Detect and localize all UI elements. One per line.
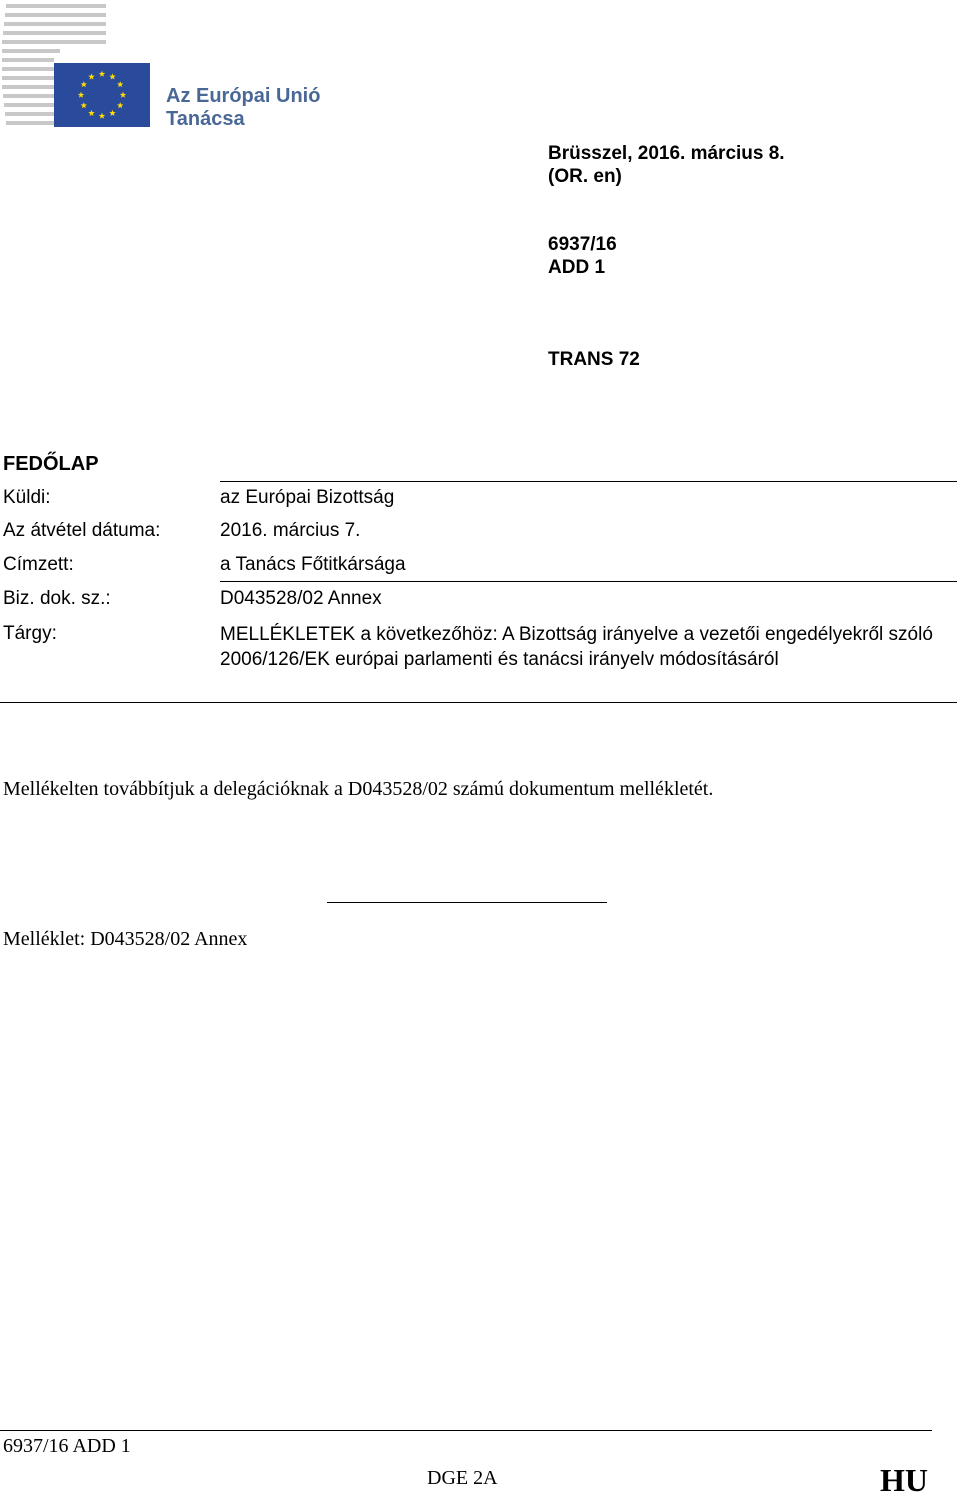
- footer-rule: [0, 1430, 932, 1431]
- commission-doc-label: Biz. dok. sz.:: [3, 588, 111, 609]
- classification-code: TRANS 72: [548, 349, 640, 370]
- place-date-block: [548, 142, 785, 188]
- addendum-number: ADD 1: [548, 257, 606, 278]
- footer-department: DGE 2A: [427, 1467, 498, 1489]
- commission-doc-value: D043528/02 Annex: [220, 588, 382, 609]
- footer-reference: 6937/16 ADD 1: [3, 1435, 131, 1457]
- subject-value: MELLÉKLETEK a következőhöz: A Bizottság irányelve a vezetői engedélyekről szóló 2006/126/EK európai parlamenti és tanácsi irányelv módosításáról: [220, 624, 933, 670]
- attachment-note: Melléklet: D043528/02 Annex: [3, 928, 248, 950]
- organization-name-line1: Az Európai Unió: [166, 85, 321, 107]
- cover-title: FEDŐLAP: [3, 453, 99, 475]
- sender-label: Küldi:: [3, 487, 51, 508]
- organization-name: [166, 85, 320, 131]
- divider-top: [220, 481, 957, 482]
- recipient-value: a Tanács Főtitkársága: [220, 554, 406, 575]
- council-logo: [0, 0, 160, 135]
- original-language: (OR. en): [548, 166, 622, 187]
- divider-middle: [220, 581, 957, 582]
- sender-value: az Európai Bizottság: [220, 487, 395, 508]
- footer-language: HU: [880, 1462, 928, 1498]
- divider-bottom: [0, 702, 957, 703]
- recipient-label: Címzett:: [3, 554, 74, 575]
- body-text: Mellékelten továbbítjuk a delegációknak a D043528/02 számú dokumentum mellékletét.: [3, 778, 714, 800]
- place-date: Brüsszel, 2016. március 8.: [548, 143, 785, 164]
- end-rule: [327, 902, 607, 903]
- subject-label: Tárgy:: [3, 623, 57, 644]
- receipt-date-label: Az átvétel dátuma:: [3, 520, 161, 541]
- document-number-block: [548, 233, 617, 279]
- receipt-date-value: 2016. március 7.: [220, 520, 361, 541]
- document-number: 6937/16: [548, 234, 617, 255]
- organization-name-line2: Tanácsa: [166, 108, 245, 130]
